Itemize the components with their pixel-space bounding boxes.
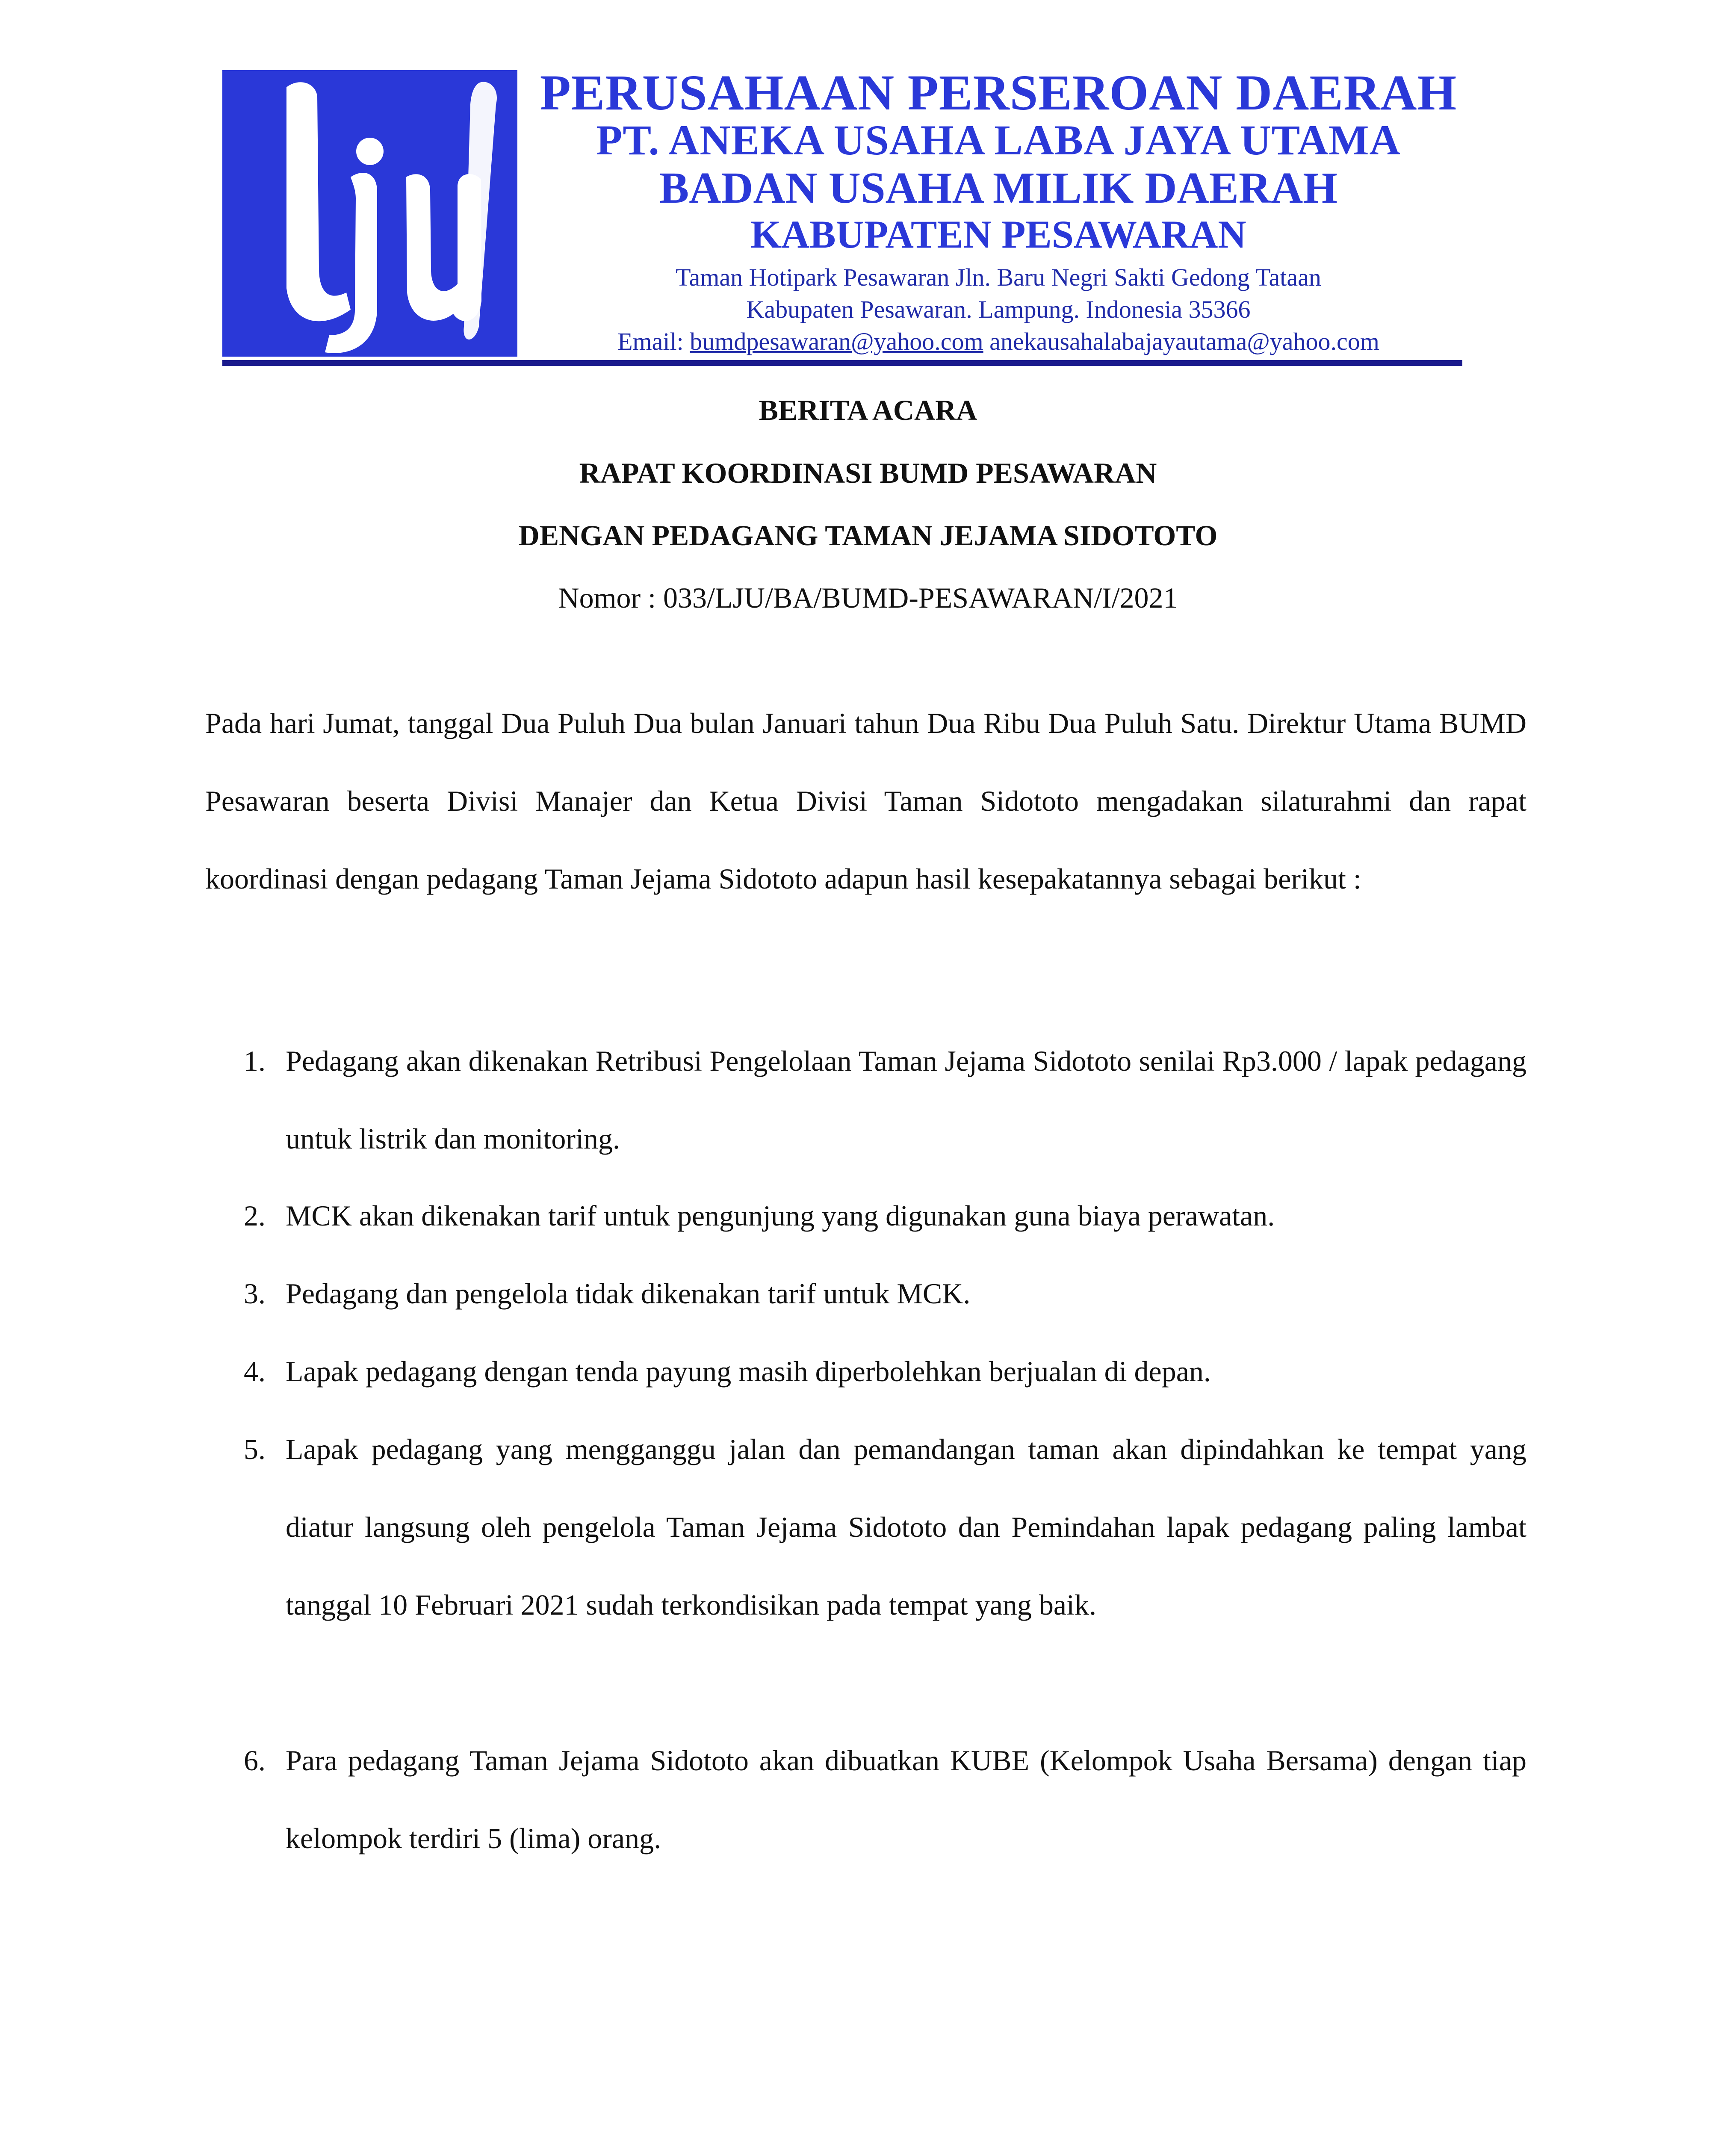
list-item-text: Para pedagang Taman Jejama Sidototo akan dibuatkan KUBE (Kelompok Usaha Bersama) dengan tiap kelompok terdiri 5 (lima) orang. [286, 1744, 1526, 1855]
list-item-number: 3. [244, 1277, 266, 1310]
letterhead-text [534, 64, 1462, 359]
list-item-number: 4. [244, 1355, 266, 1388]
company-name-line3: BADAN USAHA MILIK DAERAH [659, 163, 1338, 213]
email-2: anekausahalabajayautama@yahoo.com [989, 328, 1379, 355]
list-item-number: 2. [244, 1199, 266, 1232]
address-line1: Taman Hotipark Pesawaran Jln. Baru Negri Sakti Gedong Tataan [676, 263, 1321, 291]
list-item-number: 6. [244, 1744, 266, 1777]
list-item-text: Pedagang akan dikenakan Retribusi Pengelolaan Taman Jejama Sidototo senilai Rp3.000 / lapak pedagang untuk listrik dan monitoring. [286, 1045, 1526, 1155]
letterhead-divider [222, 360, 1462, 366]
intro-paragraph: Pada hari Jumat, tanggal Dua Puluh Dua bulan Januari tahun Dua Ribu Dua Puluh Satu. Direktur Utama BUMD Pesawaran beserta Divisi Manajer dan Ketua Divisi Taman Sidototo mengadakan silaturahmi dan rapat koordinasi dengan pedagang Taman Jejama Sidototo adapun hasil kesepakatannya sebagai berikut : [205, 707, 1526, 895]
list-item-number: 1. [244, 1045, 266, 1077]
company-logo [222, 70, 517, 357]
email-label: Email: [617, 328, 684, 355]
list-item-text: MCK akan dikenakan tarif untuk pengunjung yang digunakan guna biaya perawatan. [286, 1199, 1275, 1232]
address-line2: Kabupaten Pesawaran. Lampung. Indonesia 35366 [746, 295, 1251, 323]
list-item-text: Lapak pedagang yang mengganggu jalan dan pemandangan taman akan dipindahkan ke tempat yang diatur langsung oleh pengelola Taman Jejama Sidototo dan Pemindahan lapak pedagang paling lambat tanggal 10 Februari 2021 sudah terkondisikan pada tempat yang baik. [286, 1433, 1526, 1621]
email-link-1[interactable]: bumdpesawaran@yahoo.com [690, 328, 983, 355]
company-name-line2: PT. ANEKA USAHA LABA JAYA UTAMA [596, 116, 1401, 164]
letterhead [222, 64, 1462, 368]
document-subtitle-2: DENGAN PEDAGANG TAMAN JEJAMA SIDOTOTO [518, 519, 1218, 552]
list-item-text: Pedagang dan pengelola tidak dikenakan tarif untuk MCK. [286, 1277, 971, 1310]
lju-logo-icon [222, 70, 517, 357]
company-name-line1: PERUSAHAAN PERSEROAN DAERAH [540, 65, 1457, 121]
company-name-line4: KABUPATEN PESAWARAN [750, 213, 1246, 256]
document-subtitle-1: RAPAT KOORDINASI BUMD PESAWARAN [579, 457, 1157, 489]
document-number: Nomor : 033/LJU/BA/BUMD-PESAWARAN/I/2021 [558, 582, 1178, 614]
document-title: BERITA ACARA [759, 394, 977, 426]
list-item-text: Lapak pedagang dengan tenda payung masih diperbolehkan berjualan di depan. [286, 1355, 1211, 1388]
email-line [534, 329, 1462, 354]
list-item-number: 5. [244, 1433, 266, 1465]
